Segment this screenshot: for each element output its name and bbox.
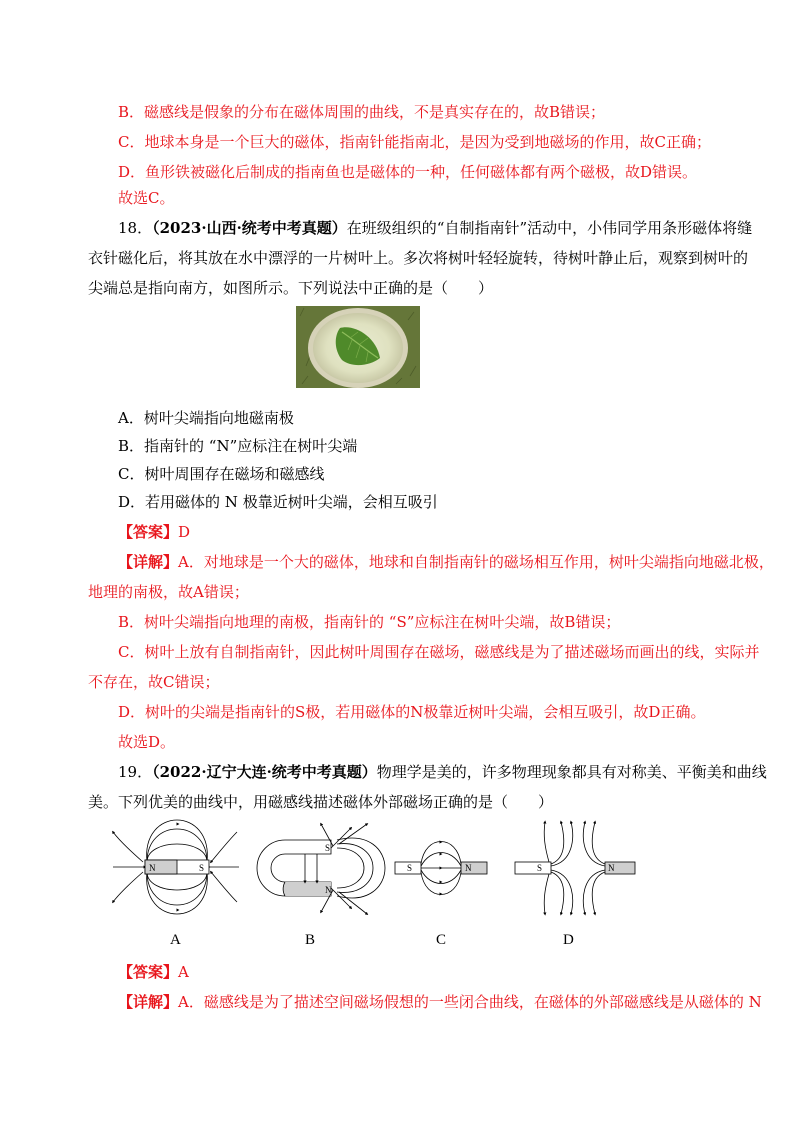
answer-value: A bbox=[178, 963, 189, 981]
figure-label-d: D bbox=[563, 932, 574, 948]
detail-tag: 【详解】 bbox=[118, 993, 179, 1011]
explanation-line: C．地球本身是一个巨大的磁体，指南针能指南北，是因为受到地磁场的作用，故C正确； bbox=[118, 133, 711, 151]
magnet-pole-label: S bbox=[325, 843, 331, 853]
magnet-pole-label: N bbox=[465, 863, 472, 873]
question-stem: 美。下列优美的曲线中，用磁感线描述磁体外部磁场正确的是（ ） bbox=[88, 793, 554, 811]
leaf-in-water-photo bbox=[296, 306, 420, 388]
question-stem: 衣针磁化后，将其放在水中漂浮的一片树叶上。多次将树叶轻轻旋转，待树叶静止后，观察到树叶的 bbox=[88, 249, 749, 267]
figure-label-b: B bbox=[305, 932, 316, 948]
explanation-line: D．鱼形铁被磁化后制成的指南鱼也是磁体的一种，任何磁体都有两个磁极，故D错误。 bbox=[118, 163, 698, 181]
figure-label-c: C bbox=[436, 932, 447, 948]
question-stem: 尖端总是指向南方，如图所示。下列说法中正确的是（ ） bbox=[88, 279, 494, 297]
answer-line bbox=[118, 522, 190, 542]
option-d: D．若用磁体的 N 极靠近树叶尖端，会相互吸引 bbox=[118, 493, 438, 511]
figure-label-a: A bbox=[170, 932, 181, 948]
explanation-line: B．磁感线是假象的分布在磁体周围的曲线，不是真实存在的，故B错误； bbox=[118, 103, 606, 121]
answer-value: D bbox=[178, 523, 191, 541]
answer-tag: 【答案】 bbox=[118, 523, 179, 541]
diagram-b bbox=[257, 824, 385, 914]
explanation-line: 故选C。 bbox=[118, 189, 175, 207]
question-18-first-line bbox=[118, 218, 752, 238]
question-source: （2023·山西·统考中考真题） bbox=[152, 219, 347, 237]
detail-line: 【详解】A．对地球是一个大的磁体，地球和自制指南针的磁场相互作用，树叶尖端指向地磁北极， bbox=[118, 553, 774, 571]
detail-tag: 【详解】 bbox=[118, 553, 179, 571]
magnetic-field-diagrams bbox=[105, 818, 645, 920]
option-b: B．指南针的 “N”应标注在树叶尖端 bbox=[118, 437, 358, 455]
detail-line: 地理的南极，故A错误； bbox=[88, 583, 249, 601]
option-c: C．树叶周围存在磁场和磁感线 bbox=[118, 465, 325, 483]
question-source: （2022·辽宁大连·统考中考真题） bbox=[152, 763, 377, 781]
question-number: 18． bbox=[118, 219, 153, 237]
detail-line: 【详解】A．磁感线是为了描述空间磁场假想的一些闭合曲线，在磁体的外部磁感线是从磁体的 N bbox=[118, 993, 762, 1011]
question-stem: 在班级组织的“自制指南针”活动中，小伟同学用条形磁体将缝 bbox=[346, 219, 753, 237]
magnet-pole-label: N bbox=[149, 863, 156, 873]
magnet-pole-label: N bbox=[325, 885, 332, 895]
answer-tag: 【答案】 bbox=[118, 963, 179, 981]
detail-line: C．树叶上放有自制指南针，因此树叶周围存在磁场，磁感线是为了描述磁场而画出的线，实际并 bbox=[118, 643, 760, 661]
magnet-pole-label: S bbox=[199, 863, 205, 873]
answer-line bbox=[118, 962, 189, 982]
magnet-pole-label: S bbox=[407, 863, 413, 873]
question-stem: 物理学是美的，许多物理现象都具有对称美、平衡美和曲线 bbox=[376, 763, 767, 781]
magnet-pole-label: S bbox=[537, 863, 543, 873]
detail-line: 不存在，故C错误； bbox=[88, 673, 220, 691]
detail-line: B．树叶尖端指向地理的南极，指南针的 “S”应标注在树叶尖端，故B错误； bbox=[118, 613, 621, 631]
detail-line: 故选D。 bbox=[118, 733, 176, 751]
magnet-pole-label: N bbox=[608, 863, 615, 873]
question-number: 19． bbox=[118, 763, 153, 781]
question-19-first-line bbox=[118, 762, 767, 782]
detail-line: D．树叶的尖端是指南针的S极，若用磁体的N极靠近树叶尖端，会相互吸引，故D正确。 bbox=[118, 703, 706, 721]
diagram-d bbox=[515, 822, 635, 914]
option-a: A．树叶尖端指向地磁南极 bbox=[118, 409, 294, 427]
